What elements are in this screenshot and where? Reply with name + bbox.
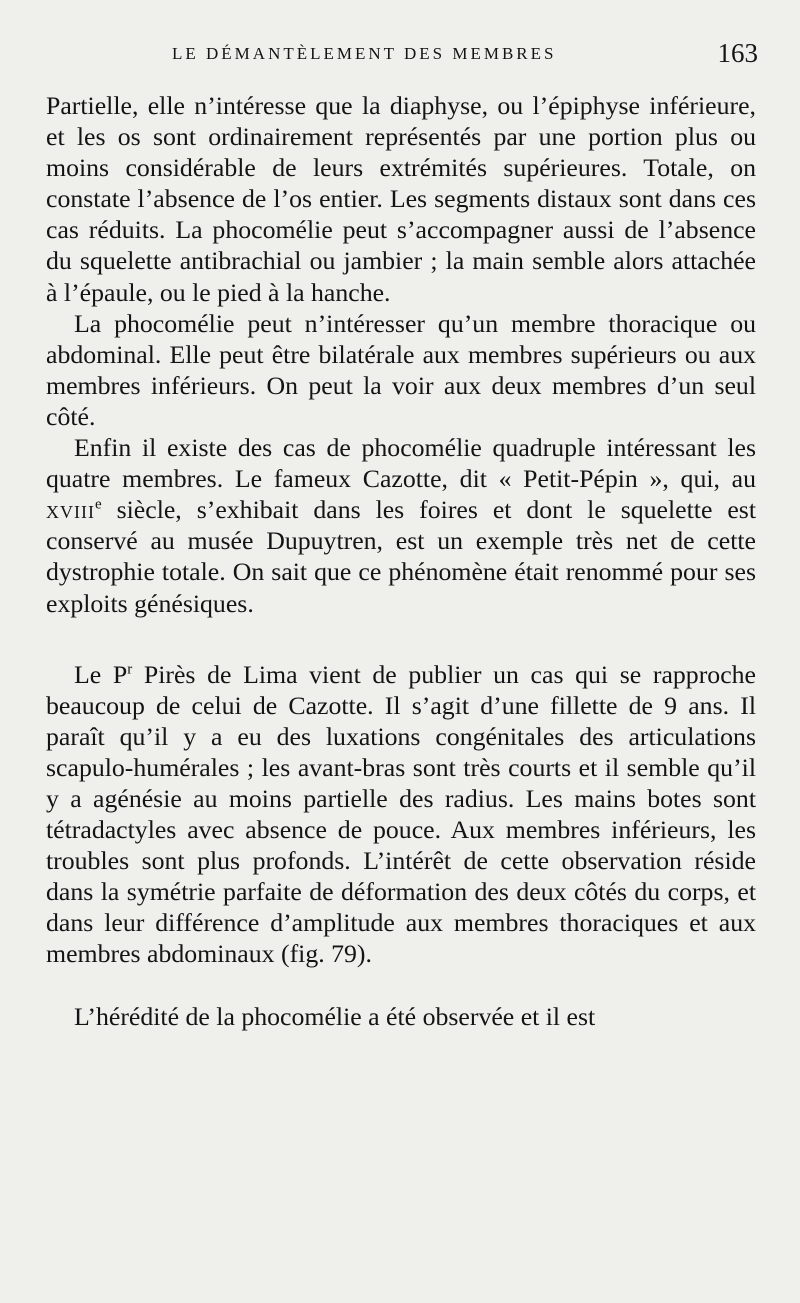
- page-number: 163: [717, 38, 758, 68]
- paragraph-3: [46, 432, 756, 619]
- century-numeral: xviii: [46, 495, 95, 525]
- professor-superscript: r: [127, 661, 133, 677]
- paragraph-5: L’hérédité de la phocomélie a été observée et il est: [74, 1001, 596, 1031]
- paragraph-4: [46, 659, 756, 970]
- paragraph-4-text-b: Pirès de Lima vient de publier un cas qui se rapproche beaucoup de celui de Cazotte. Il s’agit d’une fillette de 9 ans. Il paraît qu’il y a eu des luxations congénitales des articulations scapulo-humérales ; les avant-bras sont très courts et il semble qu’il y a agénésie au moins partielle des radius. Les mains botes sont tétradactyles avec absence de pouce. Aux membres inférieurs, les troubles sont plus profonds. L’intérêt de cette observation réside dans la symétrie parfaite de déformation des deux côtés du corps, et dans leur différence d’amplitude aux membres thoraciques et aux membres abdominaux (fig. 79).: [46, 659, 756, 969]
- running-title: LE DÉMANTÈLEMENT DES MEMBRES: [172, 44, 557, 63]
- section-gap: [46, 619, 756, 659]
- section-gap-small: [46, 970, 756, 1001]
- paragraph-4-text-a: Le P: [74, 659, 128, 689]
- paragraph-3-text-a: Enfin il existe des cas de phocomélie quadruple intéressant les quatre membres. Le fameux Cazotte, dit « Petit-Pépin », qui, au: [46, 433, 756, 494]
- paragraph-3-text-b: siècle, s’exhibait dans les foires et dont le squelette est conservé au musée Dupuytren, est un exemple très net de cette dystrophie totale. On sait que ce phénomène était renommé pour ses exploits génésiques.: [46, 495, 756, 618]
- running-head: [46, 38, 758, 70]
- paragraph-1: Partielle, elle n’intéresse que la diaphyse, ou l’épiphyse inférieure, et les os sont ordinairement représentés par une portion plus ou moins considérable de leurs extrémités supérieures. Totale, on constate l’absence de l’os entier. Les segments distaux sont dans ces cas réduits. La phocomélie peut s’accompagner aussi de l’absence du squelette antibrachial ou jambier ; la main semble alors attachée à l’épaule, ou le pied à la hanche.: [46, 91, 756, 307]
- century-superscript: e: [94, 496, 102, 513]
- paragraph-2: La phocomélie peut n’intéresser qu’un membre thoracique ou abdominal. Elle peut être bilatérale aux membres supérieurs ou aux membres inférieurs. On peut la voir aux deux membres d’un seul côté.: [46, 308, 756, 431]
- body-text: [46, 90, 756, 1032]
